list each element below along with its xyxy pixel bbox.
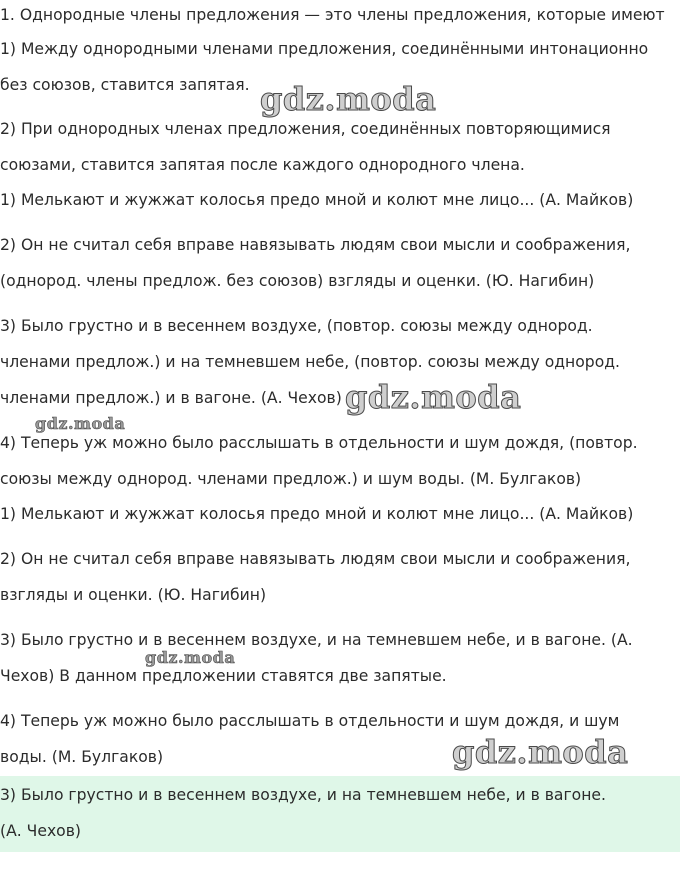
text-line: взгляды и оценки. (Ю. Нагибин)	[0, 586, 267, 604]
watermark-logo: gdz.moda	[452, 733, 629, 771]
text-line: 2) Он не считал себя вправе навязывать людям свои мысли и соображения,	[0, 550, 631, 568]
text-line: 4) Теперь уж можно было расслышать в отдельности и шум дождя, (повтор.	[0, 434, 638, 452]
watermark-logo: gdz.moda	[35, 414, 126, 433]
text-line: воды. (М. Булгаков)	[0, 748, 164, 766]
watermark-logo: gdz.moda	[345, 378, 522, 416]
text-line: союзами, ставится запятая после каждого однородного члена.	[0, 156, 525, 174]
text-line: 1. Однородные члены предложения — это члены предложения, которые имеют	[0, 6, 665, 24]
text-line: 2) При однородных членах предложения, соединённых повторяющимися	[0, 120, 611, 138]
text-line: членами предлож.) и в вагоне. (А. Чехов)	[0, 389, 342, 407]
text-line: 2) Он не считал себя вправе навязывать людям свои мысли и соображения,	[0, 236, 631, 254]
answer-line: (А. Чехов)	[0, 822, 81, 840]
text-line: 3) Было грустно и в весеннем воздухе, (повтор. союзы между однород.	[0, 317, 593, 335]
text-line: членами предлож.) и на темневшем небе, (повтор. союзы между однород.	[0, 353, 620, 371]
text-line: Чехов) В данном предложении ставятся две запятые.	[0, 667, 447, 685]
text-line: 1) Между однородными членами предложения, соединёнными интонационно	[0, 40, 649, 58]
answer-line: 3) Было грустно и в весеннем воздухе, и на темневшем небе, и в вагоне.	[0, 786, 606, 804]
text-line: союзы между однород. членами предлож.) и шум воды. (М. Булгаков)	[0, 470, 582, 488]
text-line: 3) Было грустно и в весеннем воздухе, и на темневшем небе, и в вагоне. (А.	[0, 631, 633, 649]
text-line: 4) Теперь уж можно было расслышать в отдельности и шум дождя, и шум	[0, 712, 620, 730]
text-line: без союзов, ставится запятая.	[0, 76, 250, 94]
watermark-logo: gdz.moda	[145, 648, 236, 667]
text-line: 1) Мелькают и жужжат колосья предо мной и колют мне лицо... (А. Майков)	[0, 505, 634, 523]
text-line: (однород. члены предлож. без союзов) взгляды и оценки. (Ю. Нагибин)	[0, 272, 595, 290]
watermark-logo: gdz.moda	[260, 80, 437, 118]
text-line: 1) Мелькают и жужжат колосья предо мной и колют мне лицо... (А. Майков)	[0, 191, 634, 209]
